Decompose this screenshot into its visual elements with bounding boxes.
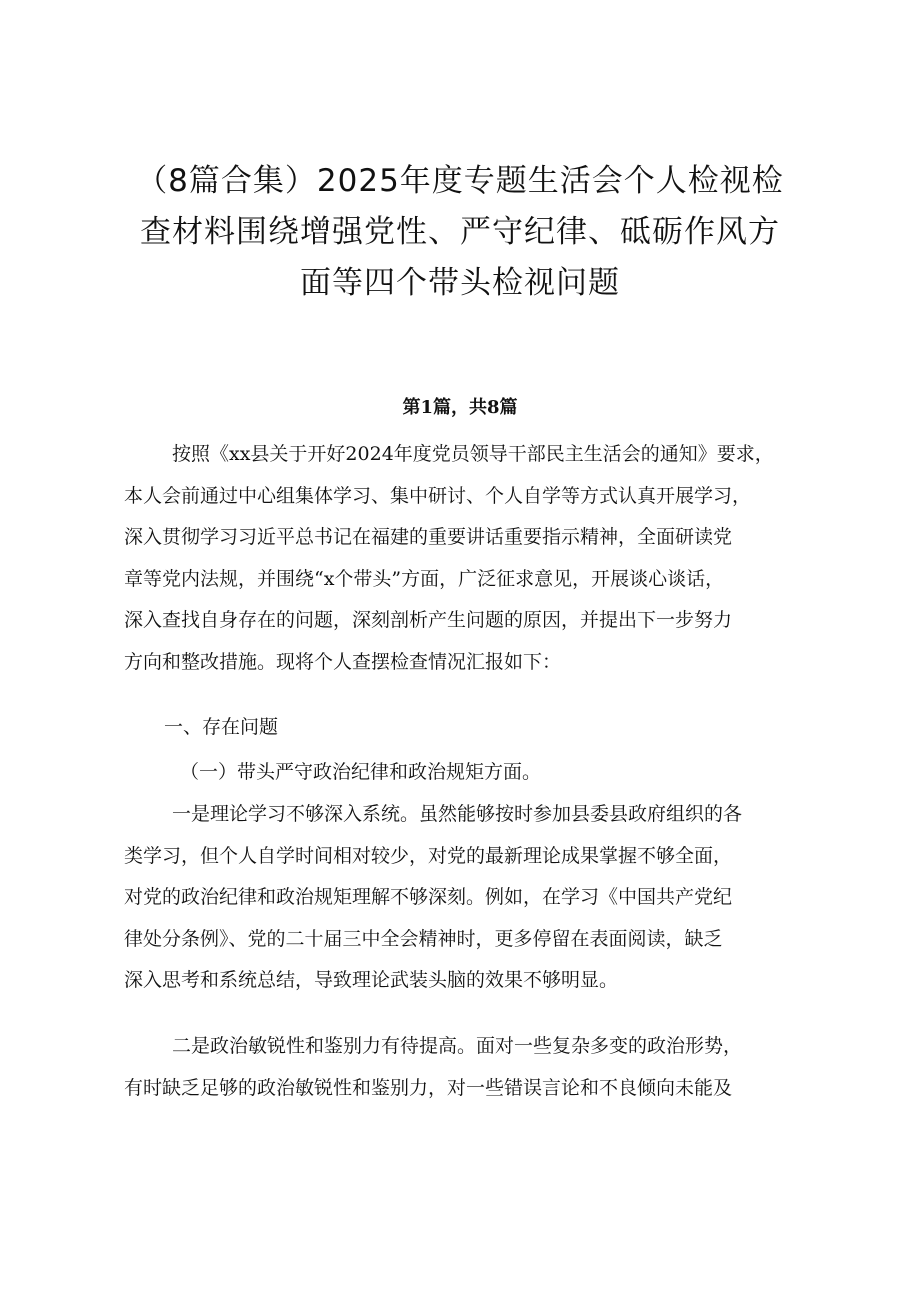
point-one-paragraph: [124, 794, 814, 1002]
paragraph-line: 一是理论学习不够深入系统。虽然能够按时参加县委县政府组织的各: [172, 803, 743, 825]
subsection-heading: （一）带头严守政治纪律和政治规矩方面。: [180, 761, 542, 783]
document-title: [100, 156, 820, 309]
paragraph-line: 按照《xx县关于开好2024年度党员领导干部民主生活会的通知》要求，: [172, 443, 774, 465]
paragraph-line: 二是政治敏锐性和鉴别力有待提高。面对一些复杂多变的政治形势，: [172, 1035, 743, 1057]
paragraph-line: 方向和整改措施。现将个人查摆检查情况汇报如下：: [124, 650, 562, 673]
section-heading: 一、存在问题: [164, 716, 279, 738]
paragraph-line: 本人会前通过中心组集体学习、集中研讨、个人自学等方式认真开展学习，: [124, 484, 752, 507]
paragraph-line: 对党的政治纪律和政治规矩理解不够深刻。例如，在学习《中国共产党纪: [124, 886, 733, 908]
part-label: 第1篇，共8篇: [402, 397, 518, 418]
title-line: （8篇合集）2025年度专题生活会个人检视检: [136, 163, 784, 199]
paragraph-line: 类学习，但个人自学时间相对较少，对党的最新理论成果掌握不够全面，: [124, 844, 733, 867]
paragraph-line: 深入思考和系统总结，导致理论武装头脑的效果不够明显。: [124, 969, 619, 991]
paragraph-line: 律处分条例》、党的二十届三中全会精神时，更多停留在表面阅读，缺乏: [124, 927, 723, 950]
point-two-paragraph: [124, 1026, 814, 1109]
title-line: 面等四个带头检视问题: [300, 265, 620, 301]
paragraph-line: 深入查找自身存在的问题，深刻剖析产生问题的原因，并提出下一步努力: [124, 609, 733, 631]
paragraph-line: 章等党内法规，并围绕“x个带头”方面，广泛征求意见，开展谈心谈话，: [124, 567, 725, 590]
paragraph-line: 深入贯彻学习习近平总书记在福建的重要讲话重要指示精神，全面研读党: [124, 526, 733, 548]
intro-paragraph: [124, 434, 814, 683]
title-line: 查材料围绕增强党性、严守纪律、砥砺作风方: [140, 214, 780, 250]
paragraph-line: 有时缺乏足够的政治敏锐性和鉴别力，对一些错误言论和不良倾向未能及: [124, 1076, 733, 1099]
